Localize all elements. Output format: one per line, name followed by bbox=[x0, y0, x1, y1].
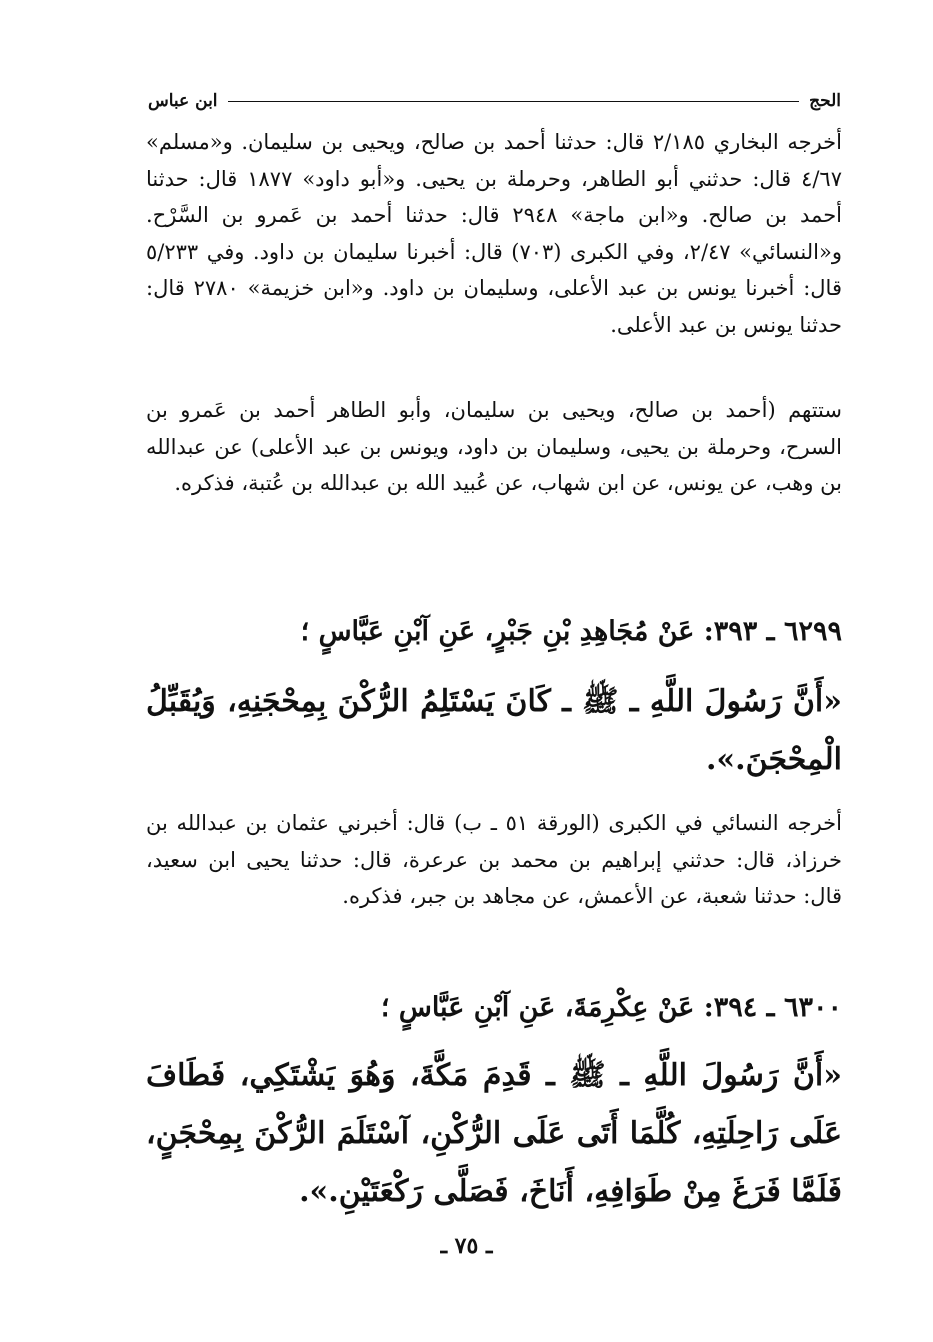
hadith-6299-heading bbox=[146, 612, 842, 652]
header-book-title: الحج bbox=[809, 91, 841, 111]
hadith-6299-isnad: ٦٢٩٩ ـ ٣٩٣: عَنْ مُجَاهِدِ بْنِ جَبْرٍ، عَنِ آبْنِ عَبَّاسٍ ؛ bbox=[300, 616, 842, 647]
hadith-6299-matn: «أَنَّ رَسُولَ اللَّهِ ـ ﷺ ـ كَانَ يَسْتَلِمُ الرُّكْنَ بِمِحْجَنِهِ، وَيُقَبِّلُ الْمِحْجَنَ.». bbox=[146, 684, 842, 777]
hadith-6300-isnad: ٦٣٠٠ ـ ٣٩٤: عَنْ عِكْرِمَةَ، عَنِ آبْنِ عَبَّاسٍ ؛ bbox=[380, 992, 842, 1023]
header-rule bbox=[228, 101, 800, 102]
hadith-6299-body bbox=[146, 673, 842, 789]
takhrij-note-1-text: أخرجه البخاري ٢/١٨٥ قال: حدثنا أحمد بن صالح، ويحيى بن سليمان. و«مسلم» ٤/٦٧ قال: حدثني أبو الطاهر، وحرملة بن يحيى. و«أبو داود» ١٨٧٧ قال: حدثنا أحمد بن صالح. و«ابن ماجة» ٢٩٤٨ قال: حدثنا أحمد بن عَمرو بن السَّرْح. و«النسائي» ٢/٤٧، وفي الكبرى (٧٠٣) قال: أخبرنا سليمان بن داود. وفي ٥/٢٣٣ قال: أخبرنا يونس بن عبد الأعلى، وسليمان بن داود. و«ابن خزيمة» ٢٧٨٠ قال: حدثنا يونس بن عبد الأعلى. bbox=[146, 130, 843, 337]
takhrij-note-1 bbox=[146, 124, 842, 343]
takhrij-note-2 bbox=[146, 392, 842, 502]
hadith-6300-heading bbox=[146, 988, 842, 1028]
takhrij-note-2-text: ستتهم (أحمد بن صالح، ويحيى بن سليمان، وأبو الطاهر أحمد بن عَمرو بن السرح، وحرملة بن يحيى، وسليمان بن داود، ويونس بن عبد الأعلى) عن عبدالله بن وهب، عن يونس، عن ابن شهاب، عن عُبيد الله بن عبدالله بن عُتبة، فذكره. bbox=[146, 398, 842, 495]
header-section-title: ابن عباس bbox=[148, 91, 218, 111]
page-number: ـ ٧٥ ـ bbox=[440, 1233, 493, 1259]
takhrij-note-3 bbox=[146, 805, 842, 915]
running-header bbox=[148, 88, 841, 114]
hadith-6300-matn: «أَنَّ رَسُولَ اللَّهِ ـ ﷺ ـ قَدِمَ مَكَّةَ، وَهُوَ يَشْتَكِي، فَطَافَ عَلَى رَاحِلَتِهِ، كُلَّمَا أَتَى عَلَى الرُّكْنِ، آسْتَلَمَ الرُّكْنَ بِمِحْجَنٍ، فَلَمَّا فَرَغَ مِنْ طَوَافِهِ، أَنَاخَ، فَصَلَّى رَكْعَتَيْنِ.». bbox=[146, 1058, 842, 1209]
takhrij-note-3-text: أخرجه النسائي في الكبرى (الورقة ٥١ ـ ب) قال: أخبرني عثمان بن عبدالله بن خرزاذ، قال: حدثني إبراهيم بن محمد بن عرعرة، قال: حدثنا يحيى ابن سعيد، قال: حدثنا شعبة، عن الأعمش، عن مجاهد بن جبر، فذكره. bbox=[146, 811, 842, 908]
hadith-6300-body bbox=[146, 1047, 842, 1221]
